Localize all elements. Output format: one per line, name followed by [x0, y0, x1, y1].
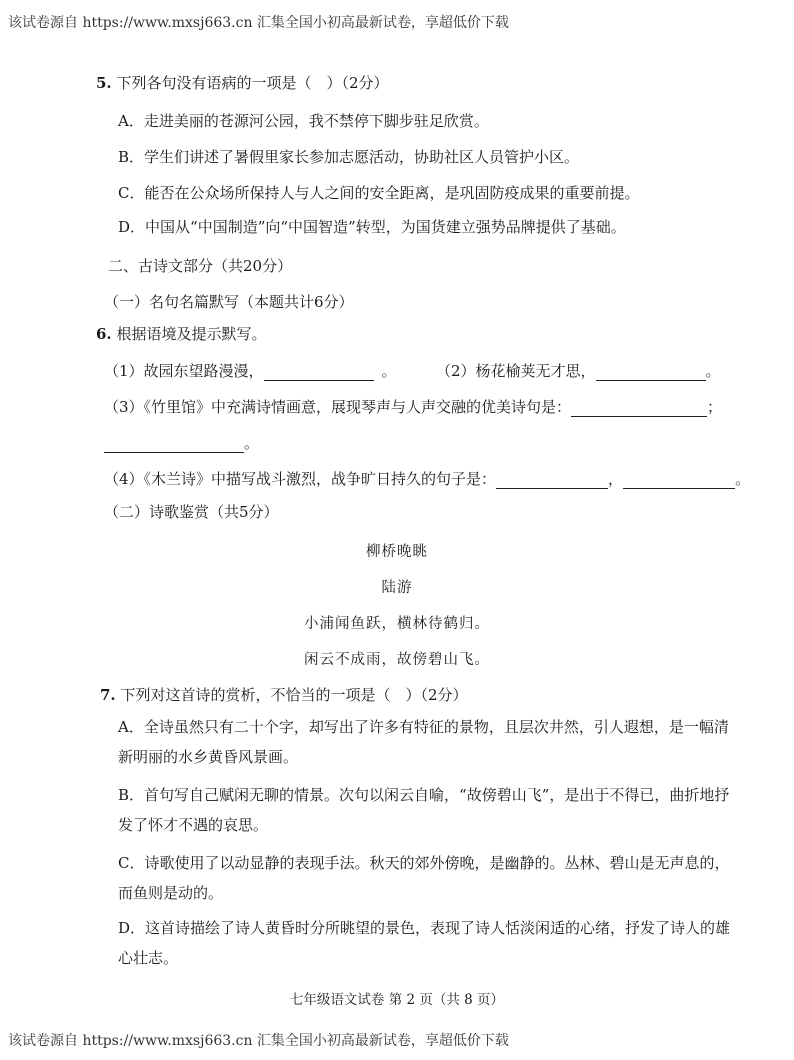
poem-line-1: 小浦闻鱼跃，横林待鹤归。	[304, 616, 490, 632]
poem-title: 柳桥晚眺	[366, 544, 428, 560]
q6-part3-line2	[104, 432, 259, 453]
q6-number: 6.	[96, 325, 112, 343]
answer-blank[interactable]	[623, 474, 735, 489]
q7-option-c-cont: 而鱼则是动的。	[118, 884, 224, 902]
answer-blank[interactable]	[596, 366, 706, 381]
q6-heading	[96, 323, 266, 344]
q6-part3-prompt: （3）《竹里馆》中充满诗情画意，展现琴声与人声交融的优美诗句是：	[104, 398, 572, 416]
q6-part4-prompt: （4）《木兰诗》中描写战斗激烈，战争旷日持久的句子是：	[104, 470, 497, 488]
watermark-top: 该试卷源自 https://www.mxsj663.cn 汇集全国小初高最新试卷，享超低价下载	[8, 15, 509, 31]
q6-part1	[104, 360, 397, 381]
punct: 。	[735, 470, 751, 488]
q6-part3	[104, 396, 722, 417]
q7-option-b-cont: 发了怀才不遇的哀思。	[118, 816, 269, 834]
q7-number: 7.	[100, 686, 116, 704]
punct: ；	[707, 398, 723, 416]
answer-blank[interactable]	[104, 438, 244, 453]
punct: 。	[244, 434, 260, 452]
q7-option-c: C．诗歌使用了以动显静的表现手法。秋天的郊外傍晚，是幽静的。丛林、碧山是无声息的，	[118, 854, 730, 872]
q7-heading	[100, 684, 468, 705]
poem-line-2: 闲云不成雨，故傍碧山飞。	[304, 652, 490, 668]
q6-part1-prompt: （1）故园东望路漫漫，	[104, 362, 264, 380]
watermark-bottom: 该试卷源自 https://www.mxsj663.cn 汇集全国小初高最新试卷，享超低价下载	[8, 1033, 509, 1049]
q6-part4	[104, 468, 750, 489]
section-title: 二、古诗文部分（共20分）	[108, 257, 293, 275]
q5-option-a: A．走进美丽的苍源河公园，我不禁停下脚步驻足欣赏。	[118, 112, 489, 130]
q7-option-b: B．首句写自己赋闲无聊的情景。次句以闲云自喻，“故傍碧山飞”，是出于不得已，曲折地抒	[118, 786, 730, 804]
q5-option-c: C．能否在公众场所保持人与人之间的安全距离，是巩固防疫成果的重要前提。	[118, 184, 640, 202]
q6-part2-prompt: （2）杨花榆荚无才思，	[436, 362, 596, 380]
q7-option-d: D．这首诗描绘了诗人黄昏时分所眺望的景色，表现了诗人恬淡闲适的心绪，抒发了诗人的雄	[118, 919, 731, 937]
punct: 。	[705, 362, 721, 380]
q5-option-d: D．中国从“中国制造”向“中国智造”转型，为国货建立强势品牌提供了基础。	[118, 218, 626, 236]
q7-option-d-cont: 心壮志。	[118, 949, 179, 967]
q6-part2	[436, 360, 721, 381]
punct: ，	[608, 470, 624, 488]
q5-number: 5.	[96, 74, 112, 92]
q7-stem: 下列对这首诗的赏析，不恰当的一项是（ ）（2分）	[120, 686, 468, 704]
answer-blank[interactable]	[264, 366, 374, 381]
q5-option-b: B．学生们讲述了暑假里家长参加志愿活动，协助社区人员管护小区。	[118, 148, 580, 166]
q7-option-a: A．全诗虽然只有二十个字，却写出了许多有特征的景物，且层次井然，引人遐想，是一幅清	[118, 718, 729, 736]
page-footer: 七年级语文试卷 第 2 页（共 8 页）	[289, 992, 505, 1008]
poem-author: 陆游	[381, 580, 413, 596]
punct: 。	[381, 362, 397, 380]
answer-blank[interactable]	[571, 402, 707, 417]
q6-stem: 根据语境及提示默写。	[116, 325, 267, 343]
answer-blank[interactable]	[496, 474, 608, 489]
q5-stem: 下列各句没有语病的一项是（ ）（2分）	[116, 74, 389, 92]
subsection-title: （一）名句名篇默写（本题共计6分）	[104, 293, 354, 311]
subsection2-title: （二）诗歌鉴赏（共5分）	[104, 503, 279, 521]
q7-option-a-cont: 新明丽的水乡黄昏风景画。	[118, 748, 299, 766]
q5-heading	[96, 72, 389, 93]
